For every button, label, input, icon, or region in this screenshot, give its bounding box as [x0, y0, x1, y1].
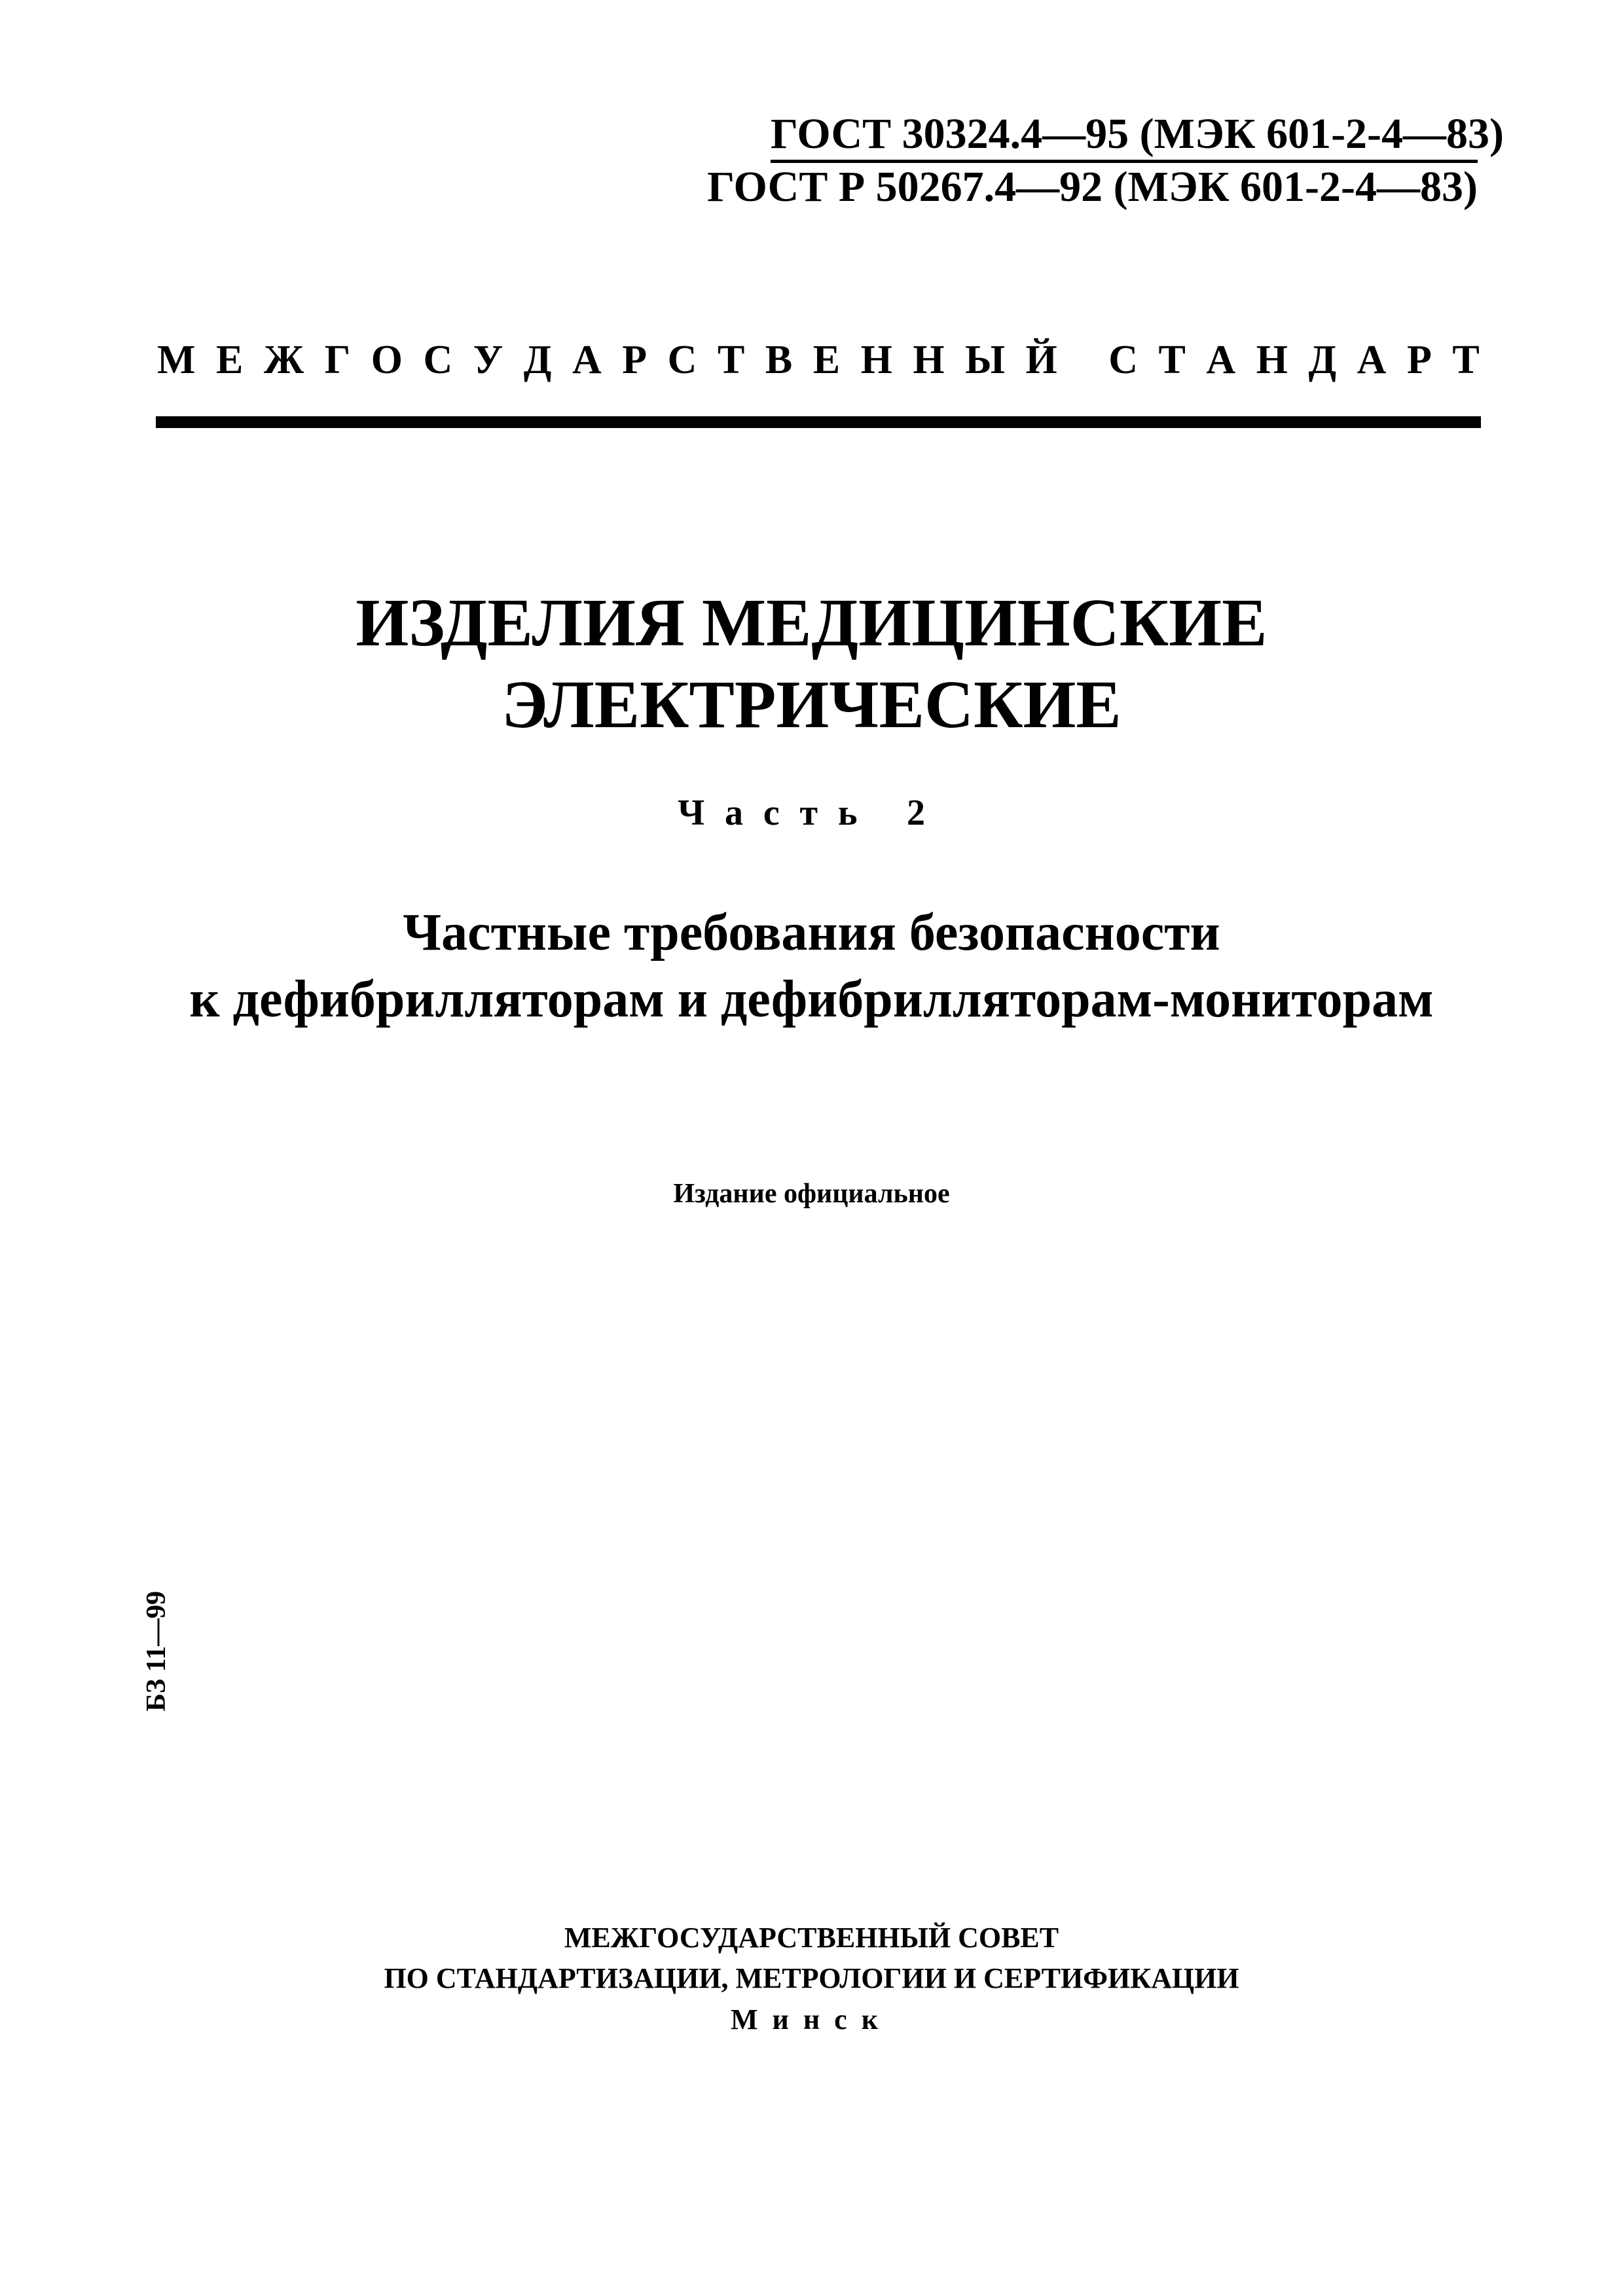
heading-letter: Е — [216, 338, 244, 382]
heading-letter: А — [1357, 338, 1387, 382]
heading-letter: Т — [717, 338, 745, 382]
publisher-block — [0, 1918, 1623, 2040]
heading-letter: Р — [1406, 338, 1432, 382]
heading-letter: А — [572, 338, 602, 382]
title-line-2: ЭЛЕКТРИЧЕСКИЕ — [501, 666, 1122, 742]
standard-code-gost-30324: ГОСТ 30324.4—95 (МЭК 601-2-4—83) — [771, 110, 1478, 163]
heading-letter: М — [157, 338, 196, 382]
part-number: Часть 2 — [678, 793, 945, 833]
side-publication-code: БЗ 11—99 — [141, 1590, 172, 1712]
standard-codes — [692, 110, 1504, 211]
heading-letter: В — [765, 338, 793, 382]
document-title — [0, 583, 1623, 746]
heading-letter: Г — [324, 338, 351, 382]
heading-letter: Т — [1158, 338, 1186, 382]
heading-letter: Ж — [263, 338, 304, 382]
heading-letter: О — [371, 338, 403, 382]
heading-letter: С — [1108, 338, 1139, 382]
standard-code-gost-r-50267: ГОСТ Р 50267.4—92 (МЭК 601-2-4—83) — [707, 162, 1478, 211]
heading-letter: Й — [1025, 338, 1057, 382]
heading-letter: Н — [1256, 338, 1288, 382]
title-line-1: ИЗДЕЛИЯ МЕДИЦИНСКИЕ — [356, 585, 1267, 660]
heading-rule — [156, 416, 1481, 428]
publisher-line-2: ПО СТАНДАРТИЗАЦИИ, МЕТРОЛОГИИ И СЕРТИФИКАЦИИ — [384, 1962, 1239, 1995]
document-subtitle — [0, 900, 1623, 1033]
heading-letter: Р — [622, 338, 647, 382]
subtitle-line-1: Частные требования безопасности — [403, 904, 1220, 961]
interstate-standard-heading — [157, 337, 1480, 384]
heading-letter: С — [667, 338, 697, 382]
heading-letter: У — [473, 338, 503, 382]
heading-letter: Н — [860, 338, 892, 382]
heading-letter: А — [1206, 338, 1236, 382]
publisher-line-1: МЕЖГОСУДАРСТВЕННЫЙ СОВЕТ — [564, 1922, 1059, 1954]
heading-letter: Т — [1452, 338, 1480, 382]
heading-letter: Д — [523, 338, 552, 382]
heading-word-gap — [1078, 337, 1088, 384]
heading-letter: Н — [913, 338, 945, 382]
official-edition-label: Издание официальное — [673, 1179, 950, 1209]
heading-letter: Е — [812, 338, 841, 382]
heading-letter: С — [423, 338, 453, 382]
heading-letter: Ы — [965, 338, 1005, 382]
heading-letter: Д — [1308, 338, 1337, 382]
subtitle-line-2: к дефибрилляторам и дефибрилляторам-мониторам — [189, 970, 1434, 1028]
publisher-city: Минск — [730, 2003, 893, 2036]
